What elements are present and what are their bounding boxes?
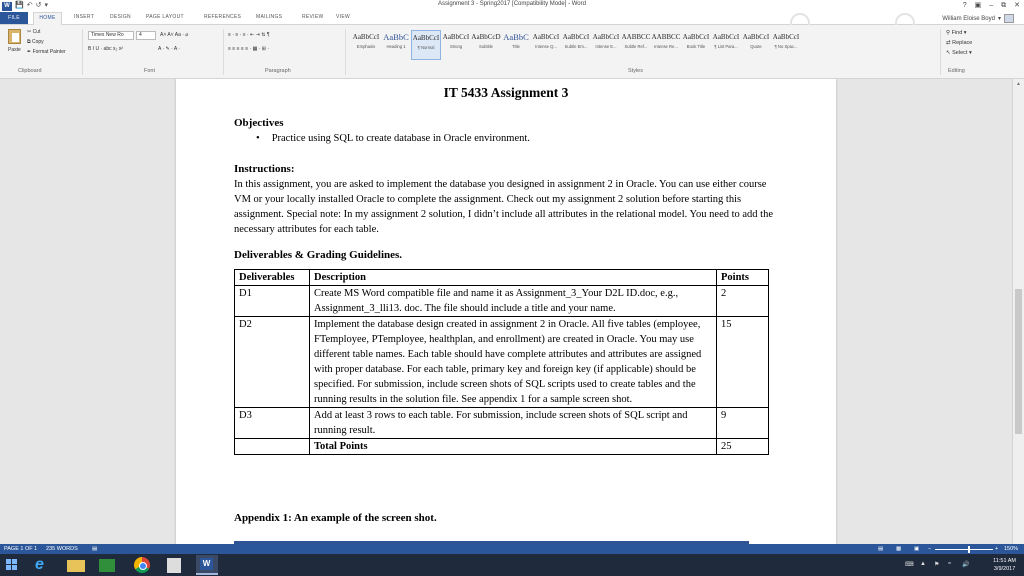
table-cell: D1 bbox=[235, 286, 310, 317]
style-name: Book Title bbox=[686, 44, 706, 49]
group-separator bbox=[940, 29, 941, 75]
zoom-in-icon[interactable]: + bbox=[995, 546, 999, 552]
paste-icon[interactable] bbox=[8, 29, 21, 44]
zoom-slider-knob[interactable] bbox=[968, 546, 970, 553]
close-button[interactable]: ✕ bbox=[1014, 2, 1020, 9]
table-cell: 9 bbox=[717, 408, 769, 439]
style-item[interactable] bbox=[771, 30, 801, 60]
copy-button[interactable]: ⧉ Copy bbox=[27, 39, 44, 45]
style-item[interactable] bbox=[381, 30, 411, 60]
table-cell: 15 bbox=[717, 317, 769, 408]
style-sample: AaBbCcI bbox=[772, 33, 800, 41]
instructions-heading: Instructions: bbox=[234, 163, 295, 175]
status-bar bbox=[0, 544, 1024, 554]
table-cell: D3 bbox=[235, 408, 310, 439]
replace-button[interactable]: ⇄ Replace bbox=[946, 40, 973, 46]
font-size-select[interactable]: 4 bbox=[136, 31, 156, 40]
table-cell: Add at least 3 rows to each table. For submission, include screen shots of SQL script and running result. bbox=[310, 408, 717, 439]
column-header: Description bbox=[310, 270, 717, 286]
objectives-bullet bbox=[256, 133, 530, 144]
style-sample: AaBbCcI bbox=[442, 33, 470, 41]
tab-home[interactable]: HOME bbox=[33, 12, 62, 25]
help-button[interactable]: ? bbox=[962, 2, 967, 9]
appendix-heading: Appendix 1: An example of the screen shot. bbox=[234, 512, 437, 524]
table-header-row bbox=[235, 270, 769, 286]
app-icon[interactable] bbox=[167, 558, 181, 573]
scroll-thumb[interactable] bbox=[1015, 289, 1022, 434]
style-sample: AaBbC bbox=[503, 32, 529, 42]
keyboard-icon[interactable]: ⌨ bbox=[905, 562, 914, 568]
paragraph-align-buttons[interactable]: ≡ ≡ ≡ ≡ ≡ · ▦ · ⊞ · bbox=[228, 46, 269, 52]
replace-icon: ⇄ bbox=[946, 40, 951, 46]
print-layout-icon[interactable]: ▩ bbox=[896, 546, 902, 552]
account-area[interactable] bbox=[942, 14, 1014, 23]
total-label: Total Points bbox=[310, 439, 717, 455]
style-name: Emphasis bbox=[356, 44, 376, 49]
style-name: ¶ Normal bbox=[417, 45, 435, 50]
style-sample: AaBbC bbox=[383, 32, 409, 42]
page-count[interactable]: PAGE 1 OF 1 bbox=[4, 546, 38, 552]
style-name: Intense Q... bbox=[535, 44, 557, 49]
window-title: Assignment 3 - Spring2017 [Compatibility Mode] - Word bbox=[438, 1, 586, 7]
read-mode-icon[interactable]: ▤ bbox=[878, 546, 884, 552]
column-header: Points bbox=[717, 270, 769, 286]
format-painter-button[interactable]: ✒ Format Painter bbox=[27, 49, 66, 55]
select-button[interactable]: ↖ Select ▾ bbox=[946, 50, 972, 56]
file-explorer-icon[interactable] bbox=[67, 560, 85, 572]
style-item[interactable] bbox=[561, 30, 591, 60]
tab-references[interactable]: REFERENCES bbox=[204, 14, 242, 20]
document-canvas bbox=[0, 79, 1012, 544]
word-taskbar-icon[interactable] bbox=[196, 555, 218, 575]
style-sample: AABBCC bbox=[621, 33, 651, 41]
zoom-slider[interactable] bbox=[935, 549, 993, 550]
table-row bbox=[235, 317, 769, 408]
table-row bbox=[235, 408, 769, 439]
zoom-out-icon[interactable]: − bbox=[928, 546, 932, 552]
style-name: Subtle Ref... bbox=[624, 44, 648, 49]
document-page[interactable] bbox=[176, 79, 836, 544]
notification-icon[interactable]: ⚑ bbox=[934, 562, 940, 568]
network-icon[interactable]: ▲ bbox=[920, 561, 926, 567]
tab-mailings[interactable]: MAILINGS bbox=[256, 14, 283, 20]
ribbon-display-button[interactable]: ▣ bbox=[974, 2, 982, 9]
style-name: ¶ No Spac... bbox=[774, 44, 798, 49]
cursor-icon: ↖ bbox=[946, 50, 951, 56]
tab-design[interactable]: DESIGN bbox=[110, 14, 131, 20]
table-row bbox=[235, 286, 769, 317]
group-separator bbox=[223, 29, 224, 75]
style-item[interactable] bbox=[591, 30, 621, 60]
column-header: Deliverables bbox=[235, 270, 310, 286]
objectives-text: Practice using SQL to create database in Oracle environment. bbox=[271, 133, 530, 144]
style-item[interactable] bbox=[681, 30, 711, 60]
style-name: Subtitle bbox=[479, 44, 493, 49]
vertical-scrollbar[interactable] bbox=[1012, 79, 1024, 544]
style-item[interactable] bbox=[471, 30, 501, 60]
table-total-row bbox=[235, 439, 769, 455]
window-controls bbox=[963, 0, 1020, 11]
group-separator bbox=[345, 29, 346, 75]
style-sample: AaBbCcI bbox=[352, 33, 380, 41]
styles-gallery[interactable] bbox=[351, 30, 921, 60]
style-name: Title bbox=[512, 44, 520, 49]
style-name: Strong bbox=[449, 44, 463, 49]
font-size-controls[interactable]: A˄ A˅ Aa · ⌀ bbox=[160, 32, 189, 38]
paste-button[interactable]: Paste bbox=[8, 47, 21, 53]
table-cell: Implement the database design created in assignment 2 in Oracle. All five tables (employee, FTemployee, PTemployee, healthplan, and enrollment) are created in Oracle. You may use different table names. Each table should have complete attributes and attributes are assigned with proper database. For each table, primary key and foreign key (if applicable) should be specified. For submission, include screen shots of SQL scripts used to create tables and the running results in the solution file. See appendix 1 for a sample screen shot. bbox=[310, 317, 717, 408]
style-sample: AaBbCcI bbox=[532, 33, 560, 41]
minimize-button[interactable]: – bbox=[989, 2, 994, 9]
font-color-buttons[interactable]: A · ✎ · A · bbox=[158, 46, 180, 52]
paragraph-list-buttons[interactable]: ≡ · ≡ · ≡ · ⇤ ⇥ ⇅ ¶ bbox=[228, 32, 270, 38]
group-separator bbox=[82, 29, 83, 75]
binoculars-icon: ⚲ bbox=[946, 30, 951, 36]
style-sample: AaBbCcI bbox=[592, 33, 620, 41]
instructions-paragraph: In this assignment, you are asked to implement the database you designed in assignment 2 in Oracle. You can use either course VM or your locally installed Oracle to complete the assignment. Check out my assignment 2 solution before starting this assignment. Special note: In my assignment 2 solution, I didn’t include all attributes in the relational model. You need to add the necessary attributes for each table. bbox=[234, 179, 774, 235]
style-name: Intense E... bbox=[595, 44, 617, 49]
font-group-label: Font bbox=[144, 68, 156, 74]
style-item[interactable] bbox=[621, 30, 651, 60]
table-cell bbox=[235, 439, 310, 455]
scissors-icon: ✂ bbox=[27, 29, 32, 35]
tab-review[interactable]: REVIEW bbox=[302, 14, 324, 20]
clipboard-group-label: Clipboard bbox=[18, 68, 42, 74]
styles-group-label: Styles bbox=[628, 68, 643, 74]
style-sample: AaBbCcI bbox=[562, 33, 590, 41]
grading-table bbox=[234, 269, 769, 455]
style-item[interactable] bbox=[441, 30, 471, 60]
title-bar bbox=[0, 0, 1024, 12]
style-item[interactable] bbox=[651, 30, 681, 60]
table-cell: Create MS Word compatible file and name it as Assignment_3_Your D2L ID.doc, e.g., Assignment_3_lli13. doc. The file should include a title and your name. bbox=[310, 286, 717, 317]
editing-group-label: Editing bbox=[948, 68, 965, 74]
deliverables-heading: Deliverables & Grading Guidelines. bbox=[234, 249, 403, 261]
zoom-level[interactable]: 150% bbox=[1004, 546, 1019, 552]
font-format-buttons[interactable]: B I U · abc x₂ x² bbox=[88, 46, 124, 52]
style-sample: AABBCC bbox=[651, 33, 681, 41]
style-name: Intense Re... bbox=[654, 44, 678, 49]
style-item[interactable] bbox=[351, 30, 381, 60]
store-icon[interactable] bbox=[99, 559, 115, 572]
style-sample: AaBbCcI bbox=[412, 34, 440, 42]
word-logo-icon[interactable]: W bbox=[2, 2, 12, 11]
tab-page-layout[interactable]: PAGE LAYOUT bbox=[146, 14, 184, 20]
cut-button[interactable]: ✂ Cut bbox=[27, 29, 41, 35]
objectives-heading: Objectives bbox=[234, 117, 284, 129]
tab-view[interactable]: VIEW bbox=[336, 14, 350, 20]
style-item[interactable] bbox=[741, 30, 771, 60]
style-sample: AaBbCcD bbox=[471, 33, 501, 41]
web-layout-icon[interactable]: ▣ bbox=[914, 546, 920, 552]
table-cell: 2 bbox=[717, 286, 769, 317]
scroll-up-icon[interactable]: ▲ bbox=[1016, 81, 1021, 87]
clock[interactable] bbox=[993, 557, 1016, 573]
save-icon[interactable]: 💾 bbox=[15, 2, 24, 9]
style-name: Heading 1 bbox=[386, 44, 406, 49]
undo-icon[interactable]: ↶ bbox=[26, 2, 33, 9]
brush-icon: ✒ bbox=[27, 49, 32, 55]
bullet-icon: • bbox=[256, 133, 260, 144]
tab-file[interactable]: FILE bbox=[0, 12, 28, 24]
proofing-icon[interactable]: ▤ bbox=[92, 546, 98, 552]
tab-insert[interactable]: INSERT bbox=[74, 14, 95, 20]
start-icon[interactable] bbox=[6, 559, 18, 571]
avatar[interactable] bbox=[1004, 14, 1014, 23]
style-item[interactable] bbox=[501, 30, 531, 60]
style-item[interactable] bbox=[411, 30, 441, 60]
paragraph-group-label: Paragraph bbox=[265, 68, 291, 74]
style-sample: AaBbCcI bbox=[742, 33, 770, 41]
document-title: IT 5433 Assignment 3 bbox=[443, 85, 569, 100]
chevron-down-icon: ▾ bbox=[997, 16, 1001, 22]
find-button[interactable]: ⚲ Find ▾ bbox=[946, 30, 967, 36]
ribbon bbox=[0, 25, 1024, 79]
restore-button[interactable]: ⧉ bbox=[1001, 2, 1007, 9]
user-name: William Eloise Boyd bbox=[942, 15, 995, 22]
style-name: ¶ List Para... bbox=[714, 44, 738, 49]
style-item[interactable] bbox=[711, 30, 741, 60]
font-name-select[interactable]: Times New Ro bbox=[88, 31, 134, 40]
style-item[interactable] bbox=[531, 30, 561, 60]
wifi-icon[interactable]: ≈ bbox=[948, 561, 952, 567]
table-cell: D2 bbox=[235, 317, 310, 408]
copy-icon: ⧉ bbox=[27, 39, 31, 45]
style-sample: AaBbCcI bbox=[682, 33, 710, 41]
style-name: Quote bbox=[750, 44, 762, 49]
volume-icon[interactable]: 🔊 bbox=[962, 562, 970, 568]
ribbon-tabs bbox=[0, 12, 1024, 25]
style-name: Subtle Em... bbox=[564, 44, 588, 49]
chrome-icon[interactable] bbox=[134, 557, 150, 573]
word-count[interactable]: 235 WORDS bbox=[46, 546, 78, 552]
taskbar bbox=[0, 554, 1024, 576]
customize-qat-icon[interactable]: ▾ bbox=[44, 2, 48, 9]
internet-explorer-icon[interactable]: e bbox=[35, 556, 44, 573]
clock-date: 3/9/2017 bbox=[993, 566, 1016, 572]
total-value: 25 bbox=[717, 439, 769, 455]
style-sample: AaBbCcI bbox=[712, 33, 740, 41]
clock-time: 11:51 AM bbox=[993, 558, 1016, 564]
redo-icon[interactable]: ↺ bbox=[35, 2, 42, 9]
